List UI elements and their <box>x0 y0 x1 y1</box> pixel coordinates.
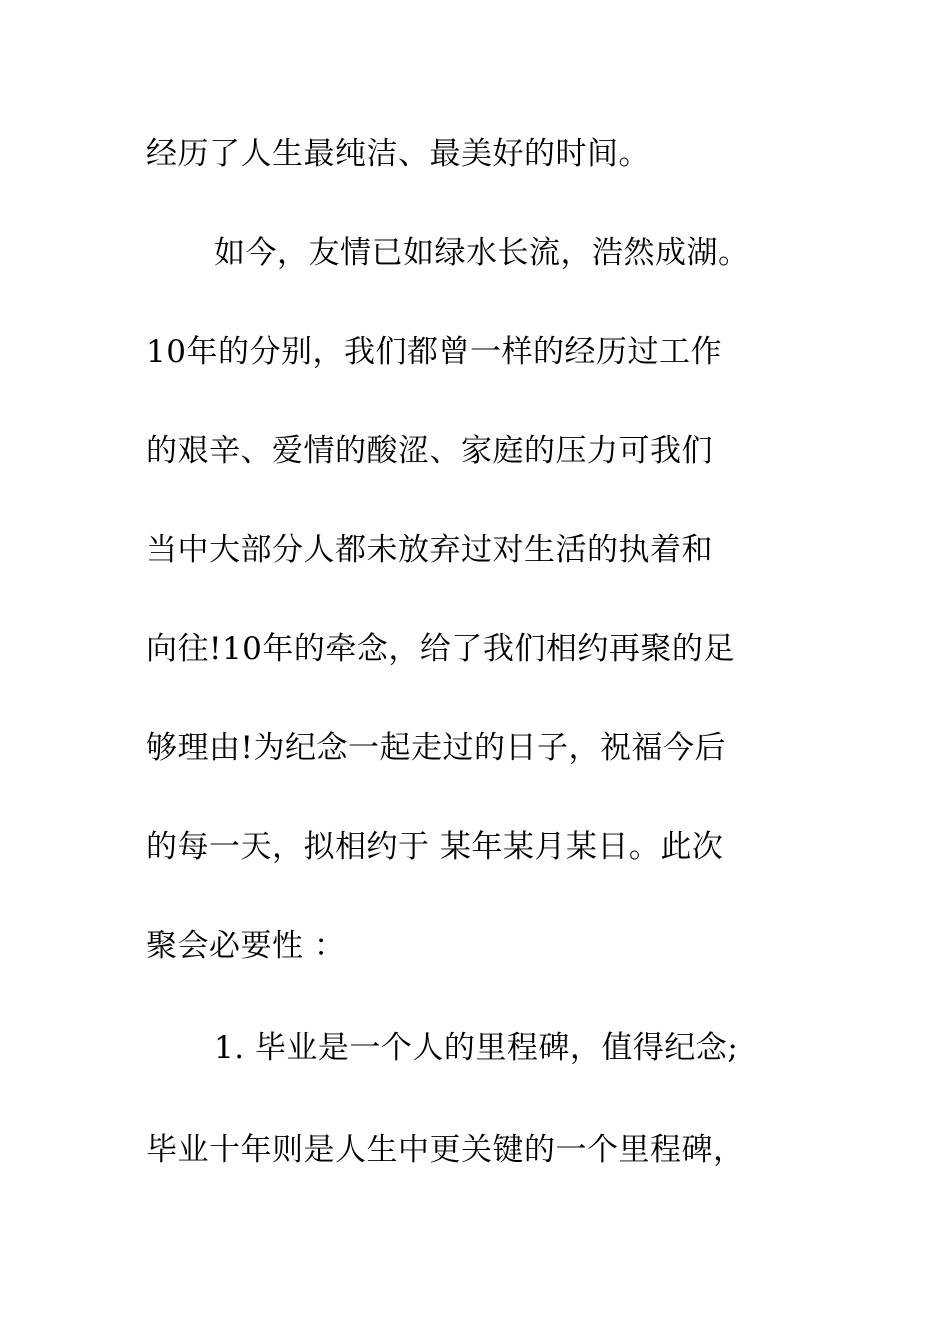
text-line: 10年的分别，我们都曾一样的经历过工作 <box>146 334 722 370</box>
text-line: 的艰辛、爱情的酸涩、家庭的压力可我们 <box>146 433 713 469</box>
text-line: 经历了人生最纯洁、最美好的时间。 <box>146 136 650 172</box>
text-line: 聚会必要性 ： <box>146 928 346 964</box>
list-item-line: 1. 毕业是一个人的里程碑，值得纪念; <box>214 1030 739 1066</box>
text-line: 当中大部分人都未放弃过对生活的执着和 <box>146 532 713 568</box>
text-line: 够理由!为纪念一起走过的日子，祝福今后 <box>146 730 726 766</box>
text-line: 如今，友情已如绿水长流，浩然成湖。 <box>214 235 750 271</box>
text-line: 毕业十年则是人生中更关键的一个里程碑， <box>146 1132 745 1168</box>
text-line: 的每一天，拟相约于 某年某月某日。此次 <box>146 829 724 865</box>
text-line: 向往!10年的牵念，给了我们相约再聚的足 <box>146 631 735 667</box>
